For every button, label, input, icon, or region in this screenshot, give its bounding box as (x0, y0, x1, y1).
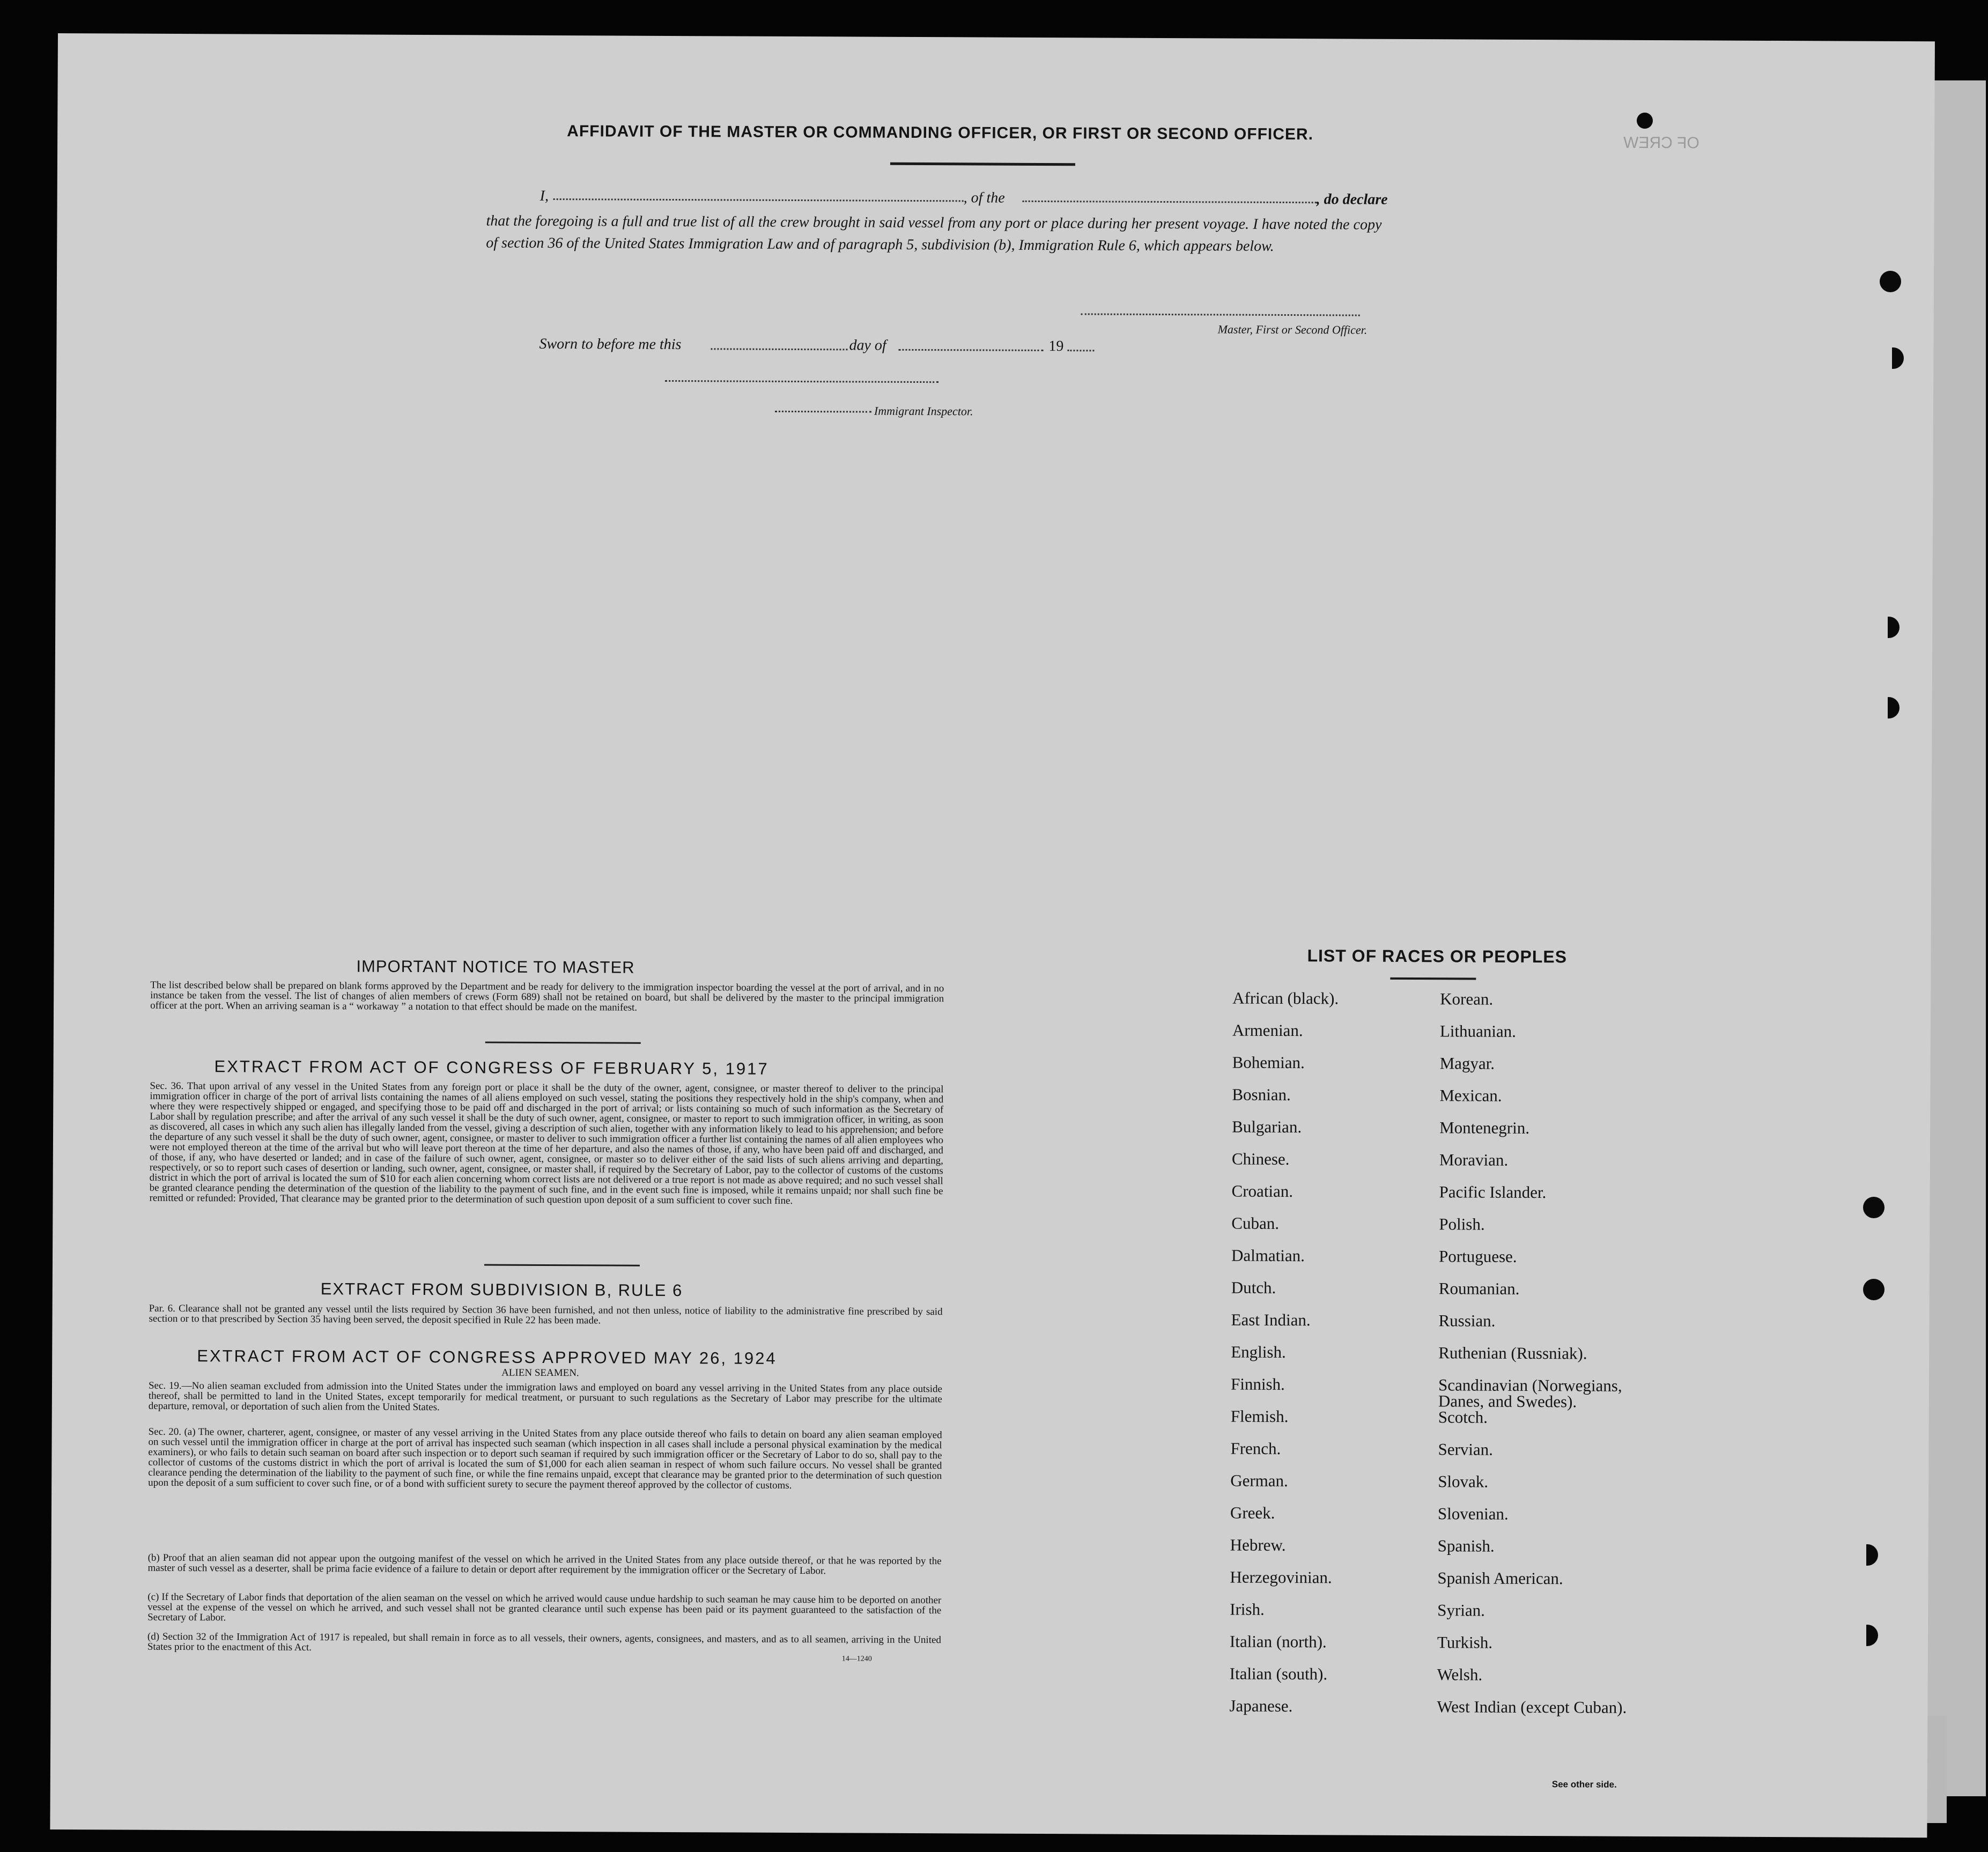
race-item: East Indian. (1231, 1310, 1311, 1330)
race-item: Ruthenian (Russniak). (1438, 1343, 1587, 1363)
affidavit-line-of-the: , of the (963, 189, 1005, 206)
race-item: Dalmatian. (1231, 1246, 1305, 1265)
race-item: Mexican. (1439, 1086, 1502, 1105)
affidavit-body: that the foregoing is a full and true list of all the crew brought in said vessel from any port or place during her present voyage. I have noted the copy of section 36 of the United States Immigration Law and of paragraph 5, subdivision (b), Immigration Rule 6, which appears below. (486, 212, 1382, 255)
race-item: Montenegrin. (1439, 1118, 1530, 1137)
race-item: Irish. (1230, 1599, 1265, 1619)
extract-1924-sec20b: (b) Proof that an alien seaman did not appear upon the outgoing manifest of the vessel on which he arrived in the United States from any place outside thereof, or that he was reported by the master of such vessel as a deserter, shall be prima facie evidence of a failure to detain or deport after requirement by the immigration officer or the Secretary of Labor. (147, 1552, 942, 1577)
notice-text: The list described below shall be prepared on blank forms approved by the Department and be ready for delivery to the immigration inspector boarding the vessel at the port of arrival, and in no instance be taken from the vessel. The list of changes of alien members of crews (Form 689) shall not be retained on board, but shall be delivered by the master to the principal immigration officer at the port. When an arriving seaman is a “ workaway ” a notation to that effect should be made on the manifest. (150, 979, 944, 1013)
race-item: Italian (north). (1229, 1632, 1327, 1651)
binder-hole (1863, 1279, 1884, 1300)
year-text: 19 (1048, 338, 1064, 355)
race-item: Hebrew. (1230, 1535, 1286, 1555)
binder-hole (1880, 271, 1901, 292)
race-item: English. (1231, 1342, 1286, 1362)
extract-1924-title: EXTRACT FROM ACT OF CONGRESS APPROVED MAY 26, 1924 (197, 1346, 777, 1368)
sworn-text: Sworn to before me this (539, 335, 682, 353)
affidavit-line-declare: , do declare (1316, 191, 1388, 208)
signature-caption: Master, First or Second Officer. (1217, 322, 1368, 337)
race-item: Bohemian. (1232, 1053, 1305, 1072)
inspector-name-blank[interactable] (775, 405, 871, 413)
race-item: Lithuanian. (1439, 1021, 1517, 1041)
affidavit-title: AFFIDAVIT OF THE MASTER OR COMMANDING OFFICER, OR FIRST OR SECOND OFFICER. (567, 122, 1314, 144)
extract-1924-sec19: Sec. 19.—No alien seaman excluded from admission into the United States under the immigration laws and employed on board any vessel arriving in the United States from any place outside thereof, shall be permitted to land in the United States, except temporarily for medical treatment, or pursuant to such regulations as the Secretary of Labor may prescribe for the ultimate departure, removal, or deportation of such alien from the United States. (148, 1380, 943, 1413)
race-item: Japanese. (1229, 1696, 1293, 1716)
vessel-blank[interactable] (1023, 193, 1317, 203)
extract-1924-sec20c: (c) If the Secretary of Labor finds that deportation of the alien seaman on the vessel on which he arrived would cause undue hardship to such seaman he may cause him to be deported on another vessel at the expense of the vessel on which he arrived, and such vessel shall not be granted clearance until such expense has been paid or its payment guaranteed to the satisfaction of the Secretary of Labor. (147, 1591, 942, 1624)
race-item: Pacific Islander. (1439, 1182, 1547, 1202)
race-item: French. (1230, 1439, 1281, 1458)
race-item: Turkish. (1437, 1633, 1493, 1652)
race-item: African (black). (1232, 988, 1339, 1008)
race-item: Servian. (1438, 1440, 1494, 1459)
race-item: Spanish. (1437, 1536, 1495, 1555)
race-item: Slovenian. (1437, 1504, 1509, 1523)
race-item: Syrian. (1437, 1601, 1485, 1620)
race-item: Russian. (1438, 1311, 1496, 1330)
race-item: Bulgarian. (1232, 1117, 1302, 1137)
extract-rule6-text: Par. 6. Clearance shall not be granted any vessel until the lists required by Section 36 have been furnished, and not then unless, notice of liability to the administrative fine prescribed by said section or to that prescribed by Section 35 having been served, the deposit specified in Rule 22 has been made. (149, 1302, 943, 1327)
extract-1917-rule (484, 1264, 640, 1266)
form-circle-mark (1637, 113, 1653, 129)
year-blank[interactable] (1067, 343, 1094, 351)
race-item: Slovak. (1438, 1472, 1489, 1491)
affidavit-line-i: I, (540, 187, 549, 204)
extract-1917-text: Sec. 36. That upon arrival of any vessel in the United States from any foreign port or place it shall be the duty of the owner, agent, consignee, or master thereof to deliver to the principal immigration officer in charge of the port of arrival lists containing the names of all aliens employed on such vessel, stating the positions they respectively hold in the ship's company, when and where they were respectively shipped or engaged, and specifying those to be paid off and discharged in the port of arrival; or lists containing so much of such information as the Secretary of Labor shall by regulation prescribe; and after the arrival of any such vessel it shall be the duty of such owner, agent, consignee, or master to report to such immigration officer, in writing, as soon as discovered, all cases in which any such alien has illegally landed from the vessel, giving a description of such alien, together with any information likely to lead to his apprehension; and before the departure of any such vessel it shall be the duty of such owner, agent, consignee, or master to deliver to such immigration officer a further list containing the names of all alien employees who were not employed thereon at the time of the arrival but who will leave port thereon at the time of her departure, and also the names of those, if any, who have been paid off and discharged, and of those, if any, who have deserted or landed; and in case of the failure of such owner, agent, consignee, or master so to deliver either of the said lists of such aliens arriving and departing, respectively, or so to report such cases of desertion or landing, such owner, agent, consignee, or master shall, if required by the Secretary of Labor, pay to the collector of customs of the customs district in which the port of arrival is located the sum of $10 for each alien concerning whom correct lists are not delivered or a true report is not made as above required; and no such vessel shall be granted clearance pending the determination of the question of the liability to the payment of such fine, and in the event such fine is imposed, while it remains unpaid; nor shall such fine be remitted or refunded: Provided, That clearance may be granted prior to the determination of such question upon deposit of a sum sufficient to cover such fine. (149, 1080, 944, 1206)
race-item: Finnish. (1230, 1374, 1285, 1394)
race-item: Portuguese. (1438, 1247, 1517, 1266)
affidavit-title-rule (890, 162, 1075, 166)
extract-1924-sec20d: (d) Section 32 of the Immigration Act of 1917 is repealed, but shall remain in force as to all vessels, their owners, agents, consignees, and masters, and as to all seamen, arriving in the United States prior to the enactment of this Act. (147, 1631, 941, 1654)
race-item: Scandinavian (Norwegians, Danes, and Swedes). (1438, 1375, 1622, 1411)
race-item: Dutch. (1231, 1278, 1276, 1297)
race-item: Korean. (1440, 989, 1494, 1009)
extract-1924-subtitle: ALIEN SEAMEN. (501, 1367, 579, 1379)
races-title: LIST OF RACES OR PEOPLES (1307, 946, 1568, 967)
race-item: Armenian. (1232, 1020, 1303, 1040)
signature-blank[interactable] (1081, 306, 1360, 316)
race-item: German. (1230, 1471, 1288, 1491)
races-title-rule (1390, 977, 1476, 980)
race-item: Spanish American. (1437, 1568, 1563, 1588)
race-item: Scotch. (1438, 1407, 1488, 1427)
inspector-signature-blank[interactable] (665, 374, 938, 383)
day-of-text: day of (849, 337, 886, 354)
inspector-caption: Immigrant Inspector. (874, 404, 973, 418)
sworn-month-blank[interactable] (898, 343, 1043, 351)
race-item: Bosnian. (1232, 1085, 1291, 1105)
race-item: Polish. (1439, 1214, 1485, 1234)
race-item: Cuban. (1231, 1213, 1280, 1233)
form-number: 14—1240 (841, 1655, 872, 1663)
race-item: Chinese. (1231, 1149, 1290, 1169)
race-item: Croatian. (1231, 1181, 1294, 1201)
extract-rule6-title: EXTRACT FROM SUBDIVISION B, RULE 6 (320, 1279, 683, 1300)
notice-rule (485, 1041, 641, 1043)
race-item: West Indian (except Cuban). (1437, 1697, 1627, 1717)
race-item: Welsh. (1437, 1665, 1483, 1684)
extract-1924-sec20a: Sec. 20. (a) The owner, charterer, agent, consignee, or master of any vessel arriving in the United States from any place outside thereof who fails to detain on board any alien seaman employed on such vessel until the immigration officer in charge at the port of arrival has inspected such seaman (which inspection in all cases shall include a personal physical examination by the medical examiners), or who fails to detain such seaman on board after such inspection or to deport such seaman if required by such immigration officer or the Secretary of Labor to do so, shall pay to the collector of customs of the customs district in which the port of arrival is located the sum of $1,000 for each alien seaman in respect of whom such failure occurs. No vessel shall be granted clearance pending the determination of the liability to the payment of such fine, or while the fine remains unpaid, except that clearance may be granted prior to the determination of such question upon the deposit of a sum sufficient to cover such fine, or of a bond with sufficient surety to secure the payment thereof approved by the collector of customs. (148, 1426, 942, 1491)
notice-title: IMPORTANT NOTICE TO MASTER (356, 957, 635, 977)
race-item: Flemish. (1230, 1406, 1289, 1426)
race-item: Magyar. (1439, 1054, 1495, 1073)
footer-note: See other side. (1551, 1779, 1617, 1790)
binder-hole (1863, 1197, 1884, 1218)
name-blank[interactable] (553, 191, 964, 202)
form-page (50, 33, 1935, 1838)
race-item: Roumanian. (1438, 1279, 1520, 1298)
race-item: Greek. (1230, 1503, 1275, 1522)
sworn-day-blank[interactable] (711, 342, 847, 350)
race-item: Italian (south). (1229, 1664, 1328, 1684)
race-item: Herzegovinian. (1230, 1567, 1332, 1587)
race-item: Moravian. (1439, 1150, 1509, 1169)
extract-1917-title: EXTRACT FROM ACT OF CONGRESS OF FEBRUARY 5, 1917 (214, 1057, 769, 1078)
bleed-through-text: OF CREW (1623, 134, 1699, 152)
